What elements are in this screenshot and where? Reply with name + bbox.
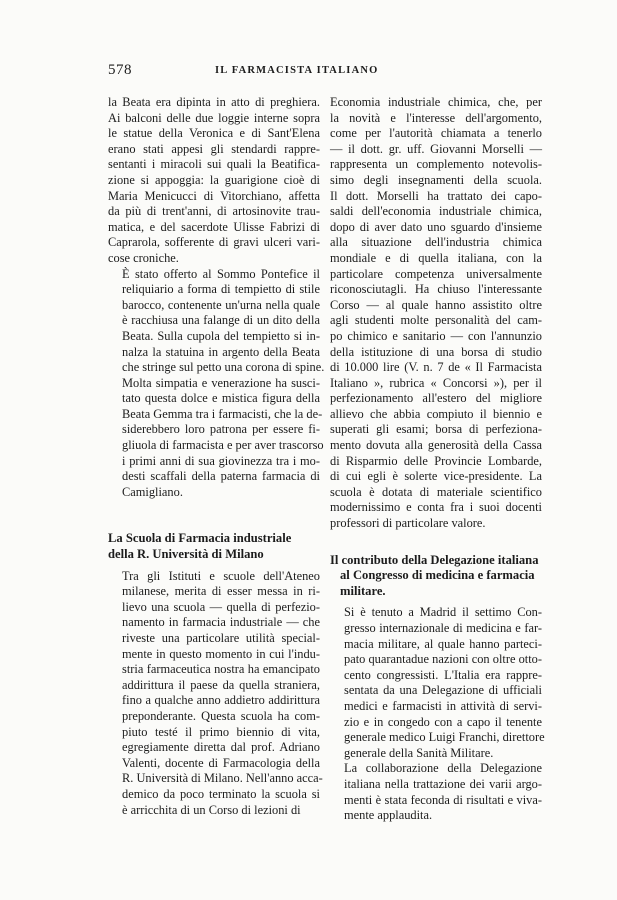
text-line: macia militare, al quale hanno parteci-	[344, 636, 542, 651]
text-line: professori di particolare valore.	[330, 516, 486, 531]
paragraph	[108, 375, 324, 501]
text-line: mondiale e di quella italiana, con la	[330, 250, 542, 265]
spacer	[330, 532, 542, 553]
paragraph	[330, 95, 542, 532]
page-number: 578	[108, 62, 132, 78]
text-line: simo degli insegnamenti della scuola.	[330, 172, 542, 187]
text-line: zione si appoggia: la guarigione cioè di	[108, 172, 320, 187]
text-line: Si è tenuto a Madrid il settimo Con-	[344, 605, 542, 620]
text-line: scuola è dotata di materiale scientifico	[330, 484, 542, 499]
text-line: modernissimo e conta fra i suoi docenti	[330, 500, 542, 515]
right-column	[330, 95, 545, 824]
text-line: Valenti, docente di Farmacologia della	[122, 755, 320, 770]
paragraph	[108, 266, 325, 376]
text-line: pato quarantadue nazioni con oltre otto-	[344, 652, 542, 667]
spacer	[108, 500, 320, 531]
text-line: militare.	[340, 583, 386, 598]
text-line: zio e in congedo con a capo il tenente	[344, 714, 542, 729]
paragraph	[108, 568, 323, 819]
text-line: cento congressisti. L'Italia era rappre-	[344, 667, 542, 682]
text-line: allievo che abbia compiuto il biennio e	[330, 406, 542, 421]
text-line: italiana nella trattazione dei varii argo-	[344, 776, 542, 791]
text-line: le statue della Veronica e di Sant'Elena	[108, 126, 320, 141]
text-line: La collaborazione della Delegazione	[344, 761, 542, 776]
text-line: Ai balconi delle due loggie interne sopra	[108, 110, 320, 125]
text-line: al Congresso di medicina e farmacia	[340, 568, 535, 583]
text-line: desti scaffali della paterna farmacia di	[122, 469, 320, 484]
text-line: saldi dell'economia industriale chimica,	[330, 204, 542, 219]
text-line: Corso — al quale hanno assistito oltre	[330, 297, 542, 312]
running-title: IL FARMACISTA ITALIANO	[215, 65, 379, 76]
text-line: namento in farmacia industriale — che	[122, 615, 320, 630]
text-line: Caprarola, sofferente di gravi ulceri vari-	[108, 235, 320, 250]
text-line: alla situazione dell'industria chimica	[330, 235, 542, 250]
text-line: dopo di aver dato uno sguardo d'insieme	[330, 219, 542, 234]
text-line: preponderante. Questa scuola ha com-	[122, 708, 320, 723]
text-line: Beata. Sulla cupola del tempietto si in-	[122, 328, 320, 343]
text-line: Il contributo della Delegazione italiana	[330, 552, 539, 567]
text-line: mente applaudita.	[344, 808, 433, 823]
text-line: riconosciutagli. Ha chiuso l'interessante	[330, 282, 542, 297]
text-line: po chimico e sanitario — con l'annunzio	[330, 328, 542, 343]
text-line: sentanti i miracoli sui quali la Beatifica-	[108, 157, 320, 172]
text-line: — il dott. gr. uff. Giovanni Morselli —	[330, 141, 542, 156]
text-line: la Beata era dipinta in atto di preghiera.	[108, 95, 320, 109]
text-line: nalza la statuina in argento della Beata	[122, 344, 320, 359]
text-line: demico da poco terminato la scuola si	[122, 786, 320, 801]
text-line: agli studenti molte personalità del cam-	[330, 313, 542, 328]
text-line: cose croniche.	[108, 250, 179, 265]
text-line: particolare competenza universalmente	[330, 266, 542, 281]
section-heading	[108, 531, 320, 562]
text-line: Molta simpatia e venerazione ha susci-	[122, 375, 320, 390]
text-line: come per l'autorità chiamata a tenerlo	[330, 126, 542, 141]
text-line: la novità e l'interesse dell'argomento,	[330, 110, 542, 125]
text-line: fino a qualche anno addietro addirittura	[122, 693, 320, 708]
text-line: reliquiario a forma di tempietto di stile	[122, 282, 320, 297]
text-line: riveste una particolare utilità special-	[122, 631, 320, 645]
text-line: È stato offerto al Sommo Pontefice il	[122, 266, 320, 281]
text-line: milanese, merita di esser messa in ri-	[122, 584, 320, 599]
text-line: La Scuola di Farmacia industriale	[108, 531, 292, 546]
text-line: menti è stata feconda di risultati e viva-	[344, 792, 542, 807]
text-line: medici e farmacisti in attività di servi-	[344, 698, 542, 713]
text-line: R. Università di Milano. Nell'anno acca-	[122, 771, 323, 786]
text-line: Maria Menicucci di Vitorchiano, affetta	[108, 188, 320, 203]
text-line: di cui egli è solerte vice-presidente. La	[330, 469, 542, 484]
text-line: addirittura il paese da quella straniera,	[122, 677, 320, 692]
text-line: barocco, contenente un'urna nella quale	[122, 297, 320, 312]
text-line: egregiamente diretta dal prof. Adriano	[122, 740, 320, 755]
paragraph	[330, 605, 545, 761]
text-line: generale medico Luigi Franchi, direttore	[344, 730, 545, 745]
paragraph	[330, 761, 542, 823]
text-line: della R. Università di Milano	[108, 547, 264, 562]
text-line: i primi anni di sua giovinezza tra i mo-	[122, 453, 320, 468]
text-line: Beata Gemma tra i farmacisti, che la de-	[122, 406, 323, 421]
paragraph	[108, 95, 320, 267]
text-line: siderebbero loro patrona per essere fi-	[122, 422, 320, 437]
text-line: da più di trent'anni, di artosinovite trau-	[108, 204, 320, 219]
text-line: stria farmaceutica nostra ha emancipato	[122, 662, 320, 677]
left-column	[108, 95, 325, 818]
text-line: generale della Sanità Militare.	[344, 745, 494, 760]
section-heading	[330, 553, 542, 600]
text-line: Il dott. Morselli ha trattato dei capo-	[330, 188, 542, 203]
text-line: di Risparmio delle Provincie Lombarde,	[330, 453, 542, 468]
text-line: rappresenta un complemento notevolis-	[330, 157, 542, 172]
text-line: gresso internazionale di medicina e far-	[344, 621, 542, 635]
text-line: Tra gli Istituti e scuole dell'Ateneo	[122, 568, 320, 583]
text-line: Economia industriale chimica, che, per	[330, 95, 542, 109]
text-line: Italiano », rubrica « Concorsi »), per il	[330, 375, 542, 390]
text-line: che stringe sul petto una corona di spine.	[122, 360, 325, 375]
text-line: della istituzione di una borsa di studio	[330, 344, 542, 359]
text-line: matica, e del sacerdote Ulisse Fabrizi di	[108, 219, 320, 234]
text-line: mente in questo momento in cui l'indu-	[122, 646, 320, 661]
text-line: gliuola di farmacista e per aver trascorso	[122, 438, 324, 453]
text-line: superati gli esami; borsa di perfeziona-	[330, 422, 542, 437]
text-line: erano stati appesi gli stendardi rappre-	[108, 141, 320, 156]
text-line: tato questa dolce e mistica figura della	[122, 391, 320, 406]
text-line: Camigliano.	[122, 484, 183, 499]
text-line: mento dovuta alla generosità della Cassa	[330, 438, 542, 453]
text-line: è arricchita di un Corso di lezioni di	[122, 802, 301, 817]
text-line: perfezionamento all'estero del migliore	[330, 391, 542, 406]
text-line: di 10.000 lire (V. n. 7 de « Il Farmacista	[330, 360, 542, 375]
text-line: è racchiusa una falange di un dito della	[122, 313, 320, 328]
text-line: piuto testé il primo biennio di vita,	[122, 724, 320, 739]
text-line: sentata da una Delegazione di ufficiali	[344, 683, 542, 698]
text-line: lievo una scuola — quella di perfezio-	[122, 599, 320, 614]
